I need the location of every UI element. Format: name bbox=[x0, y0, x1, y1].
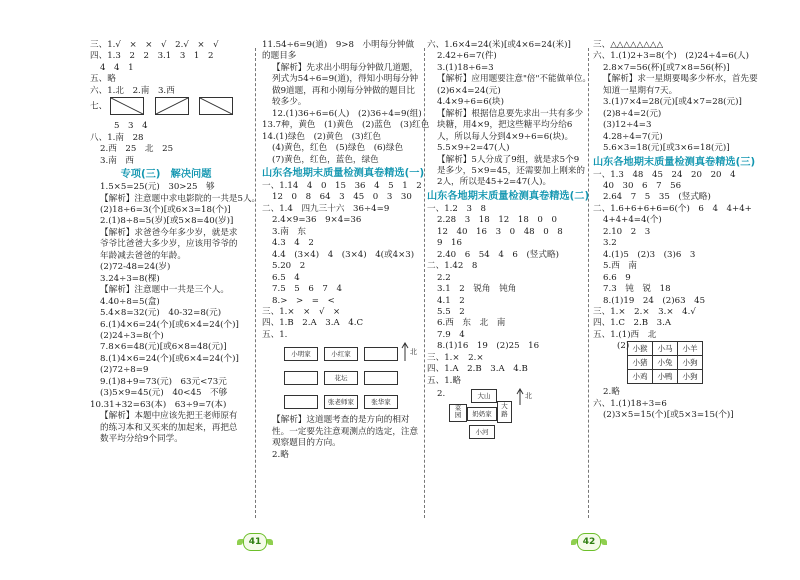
answer-line: (2)6×4=24(元) bbox=[437, 85, 501, 96]
location-map bbox=[427, 387, 585, 445]
answer-line: 八、1.南 28 bbox=[90, 132, 144, 143]
answer-line: (3)12÷4=3 bbox=[603, 120, 652, 131]
answer-line: 6.西 东 北 南 bbox=[437, 318, 506, 329]
answer-line: 8.> > = < bbox=[272, 295, 335, 306]
answer-line: 4.1 2 bbox=[437, 295, 465, 306]
grid-cell: 小猴 bbox=[628, 342, 653, 356]
answer-line: 六、1.(1)2+3=8(个) (2)24÷4=6(人) bbox=[593, 51, 750, 62]
answer-line: 4.40÷8=5(盒) bbox=[100, 296, 160, 307]
map-box: 花坛 bbox=[324, 371, 358, 385]
answer-line: 2.西 25 北 25 bbox=[100, 144, 174, 155]
answer-line: 7.9 4 bbox=[437, 329, 465, 340]
answer-line: 3.2 bbox=[603, 238, 617, 249]
answer-line: 三、1.× 2.× 3.× 4.√ bbox=[593, 306, 696, 317]
answer-line: (3)5×9=45(元) 40<45 不够 bbox=[100, 388, 228, 399]
answer-line: 11.54÷6=9(道) 9>8 小明每分钟做的题目多 bbox=[262, 40, 415, 62]
answer-line: 2.64 7 5 35 (竖式略) bbox=[603, 192, 711, 203]
north-label: 北 bbox=[410, 348, 417, 357]
answer-line: 5.20 2 bbox=[272, 261, 306, 272]
page-number: 42 bbox=[577, 533, 601, 551]
grid-cell: 小狗 bbox=[678, 370, 703, 384]
answer-line: 2.40 6 54 4 6 (竖式略) bbox=[437, 249, 559, 260]
answer-line: 12 0 8 64 3 45 0 3 30 bbox=[272, 192, 412, 203]
answer-line: 40 30 6 7 56 bbox=[603, 180, 682, 191]
answer-line: 2.略 bbox=[603, 387, 620, 398]
diagram-square bbox=[155, 97, 189, 115]
answer-line: 4.(1)5 (2)3 (3)6 3 bbox=[603, 249, 696, 260]
answer-line: 6.(1)4×6=24(个)[或6×4=24(个)] bbox=[100, 319, 239, 330]
diagram-square bbox=[199, 97, 233, 115]
answer-line: 10.31+32=63(本) 63÷9=7(本) bbox=[90, 399, 227, 410]
map-box: 大山 bbox=[471, 389, 497, 403]
answer-line: 5.6×3=18(元)[或3×6=18(元)] bbox=[603, 143, 730, 154]
map-box bbox=[284, 395, 318, 409]
answer-label: (2) bbox=[617, 341, 630, 352]
answer-line: (4)黄色，红色 (5)绿色 (6)绿色 bbox=[272, 143, 404, 154]
answer-line: 7.5 5 6 7 4 bbox=[272, 284, 342, 295]
answer-line: 2.略 bbox=[272, 449, 289, 460]
diagram-square bbox=[110, 97, 144, 115]
answer-line: 5.5 2 bbox=[437, 306, 465, 317]
grid-cell: 小猪 bbox=[628, 356, 653, 370]
location-map bbox=[276, 341, 422, 415]
answer-line: 13.7种，黄色 (1)黄色 (2)蓝色 (3)红色 bbox=[262, 120, 430, 131]
answer-line: 三、1.√ × × √ 2.√ × √ bbox=[90, 40, 219, 50]
analysis-note: 【解析】先求出小明每分钟做几道题，列式为54÷6=9(道)，得知小明每分钟做9道题，再和小刚每分钟做的题目比较多少。 bbox=[272, 62, 419, 108]
map-box: 大路 bbox=[497, 401, 512, 423]
analysis-note: 【解析】注意题中一共是三个人。 bbox=[100, 285, 229, 296]
answer-line: 四、1.C 2.B 3.A bbox=[593, 318, 672, 329]
answer-line: 五、1. bbox=[262, 329, 288, 340]
answer-line: 2.4×9=36 9×4=36 bbox=[272, 215, 362, 226]
answer-line: 8.(1)4×6=24(个)[或6×4=24(个)] bbox=[100, 353, 239, 364]
answer-line: (2)3×5=15(个)[或5×3=15(个)] bbox=[603, 410, 734, 421]
answer-line: 12 40 16 3 0 48 0 8 bbox=[437, 226, 563, 237]
answer-line: 六、1.北 2.南 3.西 bbox=[90, 85, 175, 96]
section-heading: 山东各地期末质量检测真卷精选(三) bbox=[593, 156, 756, 168]
answer-line: 2.2 bbox=[437, 272, 451, 283]
answer-line: 4.4 (3×4) 4 (3×4) 4(或4×3) bbox=[272, 249, 415, 260]
answer-column-1 bbox=[90, 40, 261, 446]
analysis-note: 【解析】应用题要注意"倍"不能做单位。 bbox=[437, 74, 592, 85]
column-divider bbox=[424, 48, 425, 518]
analysis-note: 【解析】注意题中求电影院的一共是5人。 bbox=[100, 193, 261, 204]
answer-line: (2)18÷6=3(个)[或6×3=18(个)] bbox=[100, 204, 231, 215]
diagonal-shape bbox=[111, 98, 143, 114]
answer-line: 五、略 bbox=[90, 74, 116, 85]
answer-line: 六、1.6×4=24(米)[或4×6=24(米)] bbox=[427, 40, 571, 50]
answer-line: 3.1 2 锐角 钝角 bbox=[437, 284, 517, 295]
answer-line: 8.(1)16 19 (2)25 16 bbox=[437, 341, 540, 352]
answer-column-2 bbox=[262, 40, 430, 461]
answer-line: 5.4×8=32(元) 40-32=8(元) bbox=[100, 308, 222, 319]
answer-line: 3.(1)7×4=28(元)[或4×7=28(元)] bbox=[603, 97, 742, 108]
map-box: 张华家 bbox=[364, 395, 398, 409]
answer-line: (2)72÷8=9 bbox=[100, 365, 149, 376]
answer-line: 二、1.6+6+6+6=6(个) 6 4 4+4+ bbox=[593, 203, 752, 214]
page-number: 41 bbox=[243, 533, 267, 551]
answer-line: 7.8×6=48(元)[或6×8=48(元)] bbox=[100, 342, 227, 353]
answer-line: 9 16 bbox=[437, 238, 462, 249]
answer-line: 2.28 3 18 12 18 0 0 bbox=[437, 215, 557, 226]
grid-cell: 小狗 bbox=[678, 356, 703, 370]
answer-label: 七、 bbox=[90, 101, 108, 112]
answer-line: 四、1.3 2 2 3.1 3 1 2 bbox=[90, 51, 214, 62]
answer-line: 3.(1)18÷6=3 bbox=[437, 62, 494, 73]
answer-line: 4.3 4 2 bbox=[272, 238, 314, 249]
diagonal-shape bbox=[200, 98, 232, 114]
section-heading: 专项(三) 解决问题 bbox=[120, 169, 212, 181]
map-box: 小明家 bbox=[284, 347, 318, 361]
animal-grid-answer bbox=[593, 341, 761, 387]
answer-line: 12.(1)36÷6=6(人) (2)36÷4=9(组) bbox=[272, 108, 422, 119]
map-box: 小河 bbox=[469, 425, 495, 439]
answer-line bbox=[90, 97, 242, 121]
answer-line: (7)黄色，红色，蓝色，绿色 bbox=[272, 154, 379, 165]
map-box: 小红家 bbox=[324, 347, 358, 361]
answer-line: (2)24÷3=8(个) bbox=[100, 330, 164, 341]
analysis-note: 【解析】求一星期要喝多少杯水，首先要知道一星期有7天。 bbox=[603, 74, 758, 96]
analysis-note: 【解析】这道题考查的是方向的相对性。一定要先注意观测点的选定，注意观察题目的方向。 bbox=[272, 415, 419, 449]
answer-line: (2)72-48=24(岁) bbox=[100, 262, 171, 273]
north-label: 北 bbox=[525, 392, 532, 401]
analysis-note: 【解析】本题中应该先把王老师原有的练习本和又买来的加起来，再把总数平均分给9个同学。 bbox=[100, 411, 238, 445]
answer-line: 4 4 1 bbox=[100, 62, 134, 73]
answer-line: 2.42÷6=7(件) bbox=[437, 51, 497, 62]
animal-grid bbox=[627, 341, 703, 384]
answer-line: 8.(1)19 24 (2)63 45 bbox=[603, 295, 706, 306]
answer-line: 6.5 4 bbox=[272, 272, 300, 283]
grid-cell: 小鸡 bbox=[628, 370, 653, 384]
column-divider bbox=[588, 48, 589, 518]
answer-line: 3.南 东 bbox=[272, 226, 306, 237]
answer-line: 三、1.× × √ × bbox=[262, 306, 341, 317]
answer-label: 2. bbox=[437, 389, 446, 400]
analysis-note: 【解析】根据信息要先求出一共有多少块糖，用4×9，把这些糖平均分给6人，所以每人分到4×9÷6=6(块)。 bbox=[437, 108, 584, 142]
answer-line: 5 3 4 bbox=[114, 121, 148, 132]
map-box: 奶奶家 bbox=[467, 407, 497, 421]
answer-line: 4.4×9÷6=6(块) bbox=[437, 97, 504, 108]
map-box bbox=[364, 371, 398, 385]
answer-line: 5.5×9÷2=47(人) bbox=[437, 143, 510, 154]
answer-line: 2.10 2 3 bbox=[603, 226, 651, 237]
answer-line: 5.西 南 bbox=[603, 261, 637, 272]
answer-line: 四、1.A 2.B 3.A 4.B bbox=[427, 364, 528, 375]
section-heading: 山东各地期末质量检测真卷精选(二) bbox=[427, 190, 590, 202]
answer-line: 2.8×7=56(杯)[或7×8=56(杯)] bbox=[603, 62, 730, 73]
section-heading: 山东各地期末质量检测真卷精选(一) bbox=[262, 167, 425, 179]
map-box bbox=[284, 371, 318, 385]
answer-line: 一、1.2 3 8 bbox=[427, 203, 486, 214]
answer-line: 4+4+4=4(个) bbox=[603, 215, 662, 226]
answer-line: 9.(1)8+9=73(元) 63元<73元 bbox=[100, 376, 227, 387]
map-box: 张老师家 bbox=[324, 395, 358, 409]
grid-cell: 小鸭 bbox=[653, 370, 678, 384]
map-box bbox=[364, 347, 398, 361]
answer-line: 2.(1)8÷8=5(岁)[或5×8=40(岁)] bbox=[100, 216, 234, 227]
answer-line: 3.24÷3=8(棵) bbox=[100, 273, 160, 284]
map-box: 菜园 bbox=[449, 404, 467, 422]
answer-line: 五、1.(1)西 北 bbox=[593, 329, 657, 340]
answer-line: (2)8÷4=2(元) bbox=[603, 108, 662, 119]
answer-line: 二、1.42 8 bbox=[427, 261, 478, 272]
analysis-note: 【解析】5人分成了9组，就是求5个9是多少，5×9=45，还需要加上刚来的2人，所以是45+2=47(人)。 bbox=[437, 154, 585, 188]
grid-cell: 小兔 bbox=[653, 356, 678, 370]
answer-line: 6.6 9 bbox=[603, 272, 631, 283]
answer-line: 4.28÷4=7(元) bbox=[603, 131, 663, 142]
answer-line: 二、1.4 四九三十六 36÷4=9 bbox=[262, 203, 390, 214]
column-divider bbox=[255, 48, 256, 518]
analysis-note: 【解析】求爸爸今年多少岁，就是求爷爷比爸爸大多少岁，应该用爷爷的年龄减去爸爸的年龄。 bbox=[100, 227, 238, 261]
grid-cell: 小羊 bbox=[678, 342, 703, 356]
answer-line: 1.5×5=25(元) 30>25 够 bbox=[100, 182, 215, 193]
answer-column-4 bbox=[593, 40, 761, 422]
answer-column-3 bbox=[427, 40, 592, 445]
answer-line: 一、1.3 48 45 24 20 20 4 bbox=[593, 169, 736, 180]
answer-line: 三、△△△△△△△△ bbox=[593, 40, 664, 50]
answer-line: 一、1.14 4 0 15 36 4 5 1 2 bbox=[262, 180, 422, 191]
answer-line: 3.南 西 bbox=[100, 155, 134, 166]
diagonal-shape bbox=[156, 98, 188, 114]
answer-line: 五、1.略 bbox=[427, 375, 461, 386]
answer-line: 7.3 钝 锐 18 bbox=[603, 284, 671, 295]
answer-line: 14.(1)绿色 (2)黄色 (3)红色 bbox=[262, 131, 381, 142]
answer-line: 六、1.(1)18÷3=6 bbox=[593, 398, 667, 409]
answer-line: 四、1.B 2.A 3.A 4.C bbox=[262, 318, 364, 329]
answer-line: 三、1.× 2.× bbox=[427, 352, 484, 363]
grid-cell: 小马 bbox=[653, 342, 678, 356]
